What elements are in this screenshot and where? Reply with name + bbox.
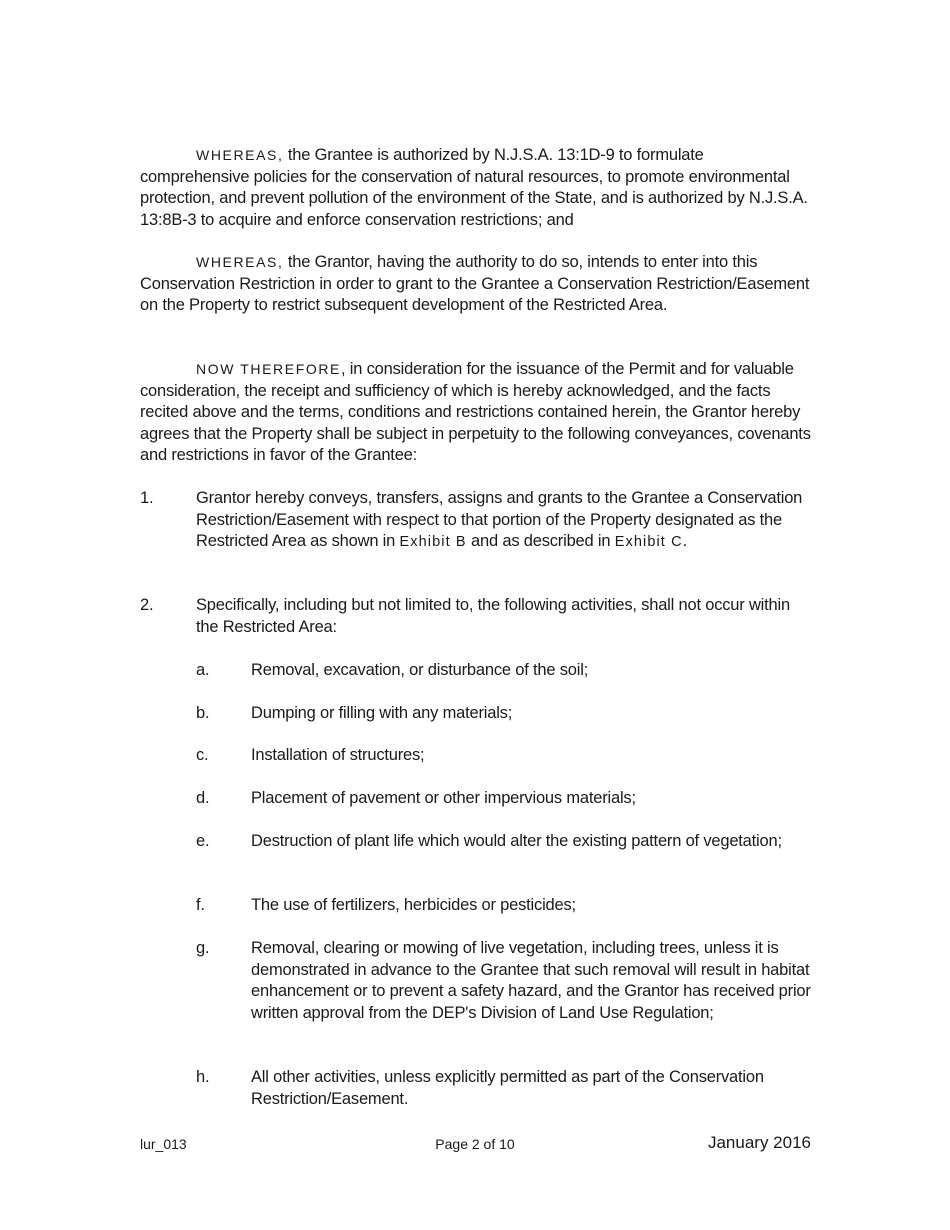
numbered-item-1 — [140, 488, 815, 554]
footer-form-id: lur_013 — [140, 1136, 187, 1152]
list-item — [196, 938, 811, 1024]
item-number: 1. — [140, 489, 154, 507]
paragraph-text: the Grantor, having the authority to do so, intends to enter into this Conservation Restriction in order to grant to the Grantee a Conservation Restriction/Easement on the Property to restrict subsequent development of the Restricted Area. — [140, 253, 810, 314]
list-item — [196, 745, 811, 767]
footer-date: January 2016 — [707, 1133, 811, 1152]
list-item — [196, 1067, 811, 1110]
item-text: and as described in — [466, 532, 615, 550]
list-item — [196, 831, 811, 853]
whereas-paragraph-2 — [140, 252, 815, 317]
list-item-letter: f. — [196, 896, 205, 914]
list-item-letter: g. — [196, 939, 210, 957]
now-therefore-lead: NOW THEREFORE — [196, 361, 341, 377]
list-item-text: All other activities, unless explicitly permitted as part of the Conservation Restriction/Easement. — [251, 1068, 764, 1108]
list-item-text: Removal, clearing or mowing of live vegetation, including trees, unless it is demonstrated in advance to the Grantee that such removal will result in habitat enhancement or to prevent a safety hazard, and the Grantor has received prior written approval from the DEP's Division of Land Use Regulation; — [251, 939, 811, 1022]
list-item — [196, 788, 811, 810]
whereas-lead: WHEREAS, — [196, 147, 284, 163]
whereas-lead: WHEREAS, — [196, 254, 284, 270]
list-item — [196, 660, 811, 682]
list-item-text: Destruction of plant life which would alter the existing pattern of vegetation; — [251, 832, 782, 850]
exhibit-b-reference: Exhibit B — [399, 534, 467, 550]
list-item-letter: e. — [196, 832, 210, 850]
footer-page-number: Page 2 of 10 — [435, 1136, 515, 1152]
item-number: 2. — [140, 596, 154, 614]
list-item-letter: d. — [196, 789, 210, 807]
paragraph-text: the Grantee is authorized by N.J.S.A. 13:1D-9 to formulate comprehensive policies for the conservation of natural resources, to promote environmental protection, and prevent pollution of the environment of the State, and is authorized by N.J.S.A. 13:8B-3 to acquire and enforce conservation restrictions; and — [140, 146, 808, 229]
exhibit-c-reference: Exhibit C — [614, 534, 683, 550]
list-item-letter: c. — [196, 746, 209, 764]
list-item-text: Installation of structures; — [251, 746, 425, 764]
list-item-letter: b. — [196, 704, 210, 722]
item-text: Grantor hereby conveys, transfers, assigns and grants to the Grantee a Conservation Restriction/Easement with respect to that portion of the Property designated as the Restricted Area as shown in — [196, 489, 803, 550]
list-item-text: Removal, excavation, or disturbance of the soil; — [251, 661, 589, 679]
paragraph-text: , in consideration for the issuance of the Permit and for valuable consideration, the receipt and sufficiency of which is hereby acknowledged, and the facts recited above and the terms, conditions and restrictions contained herein, the Grantor hereby agrees that the Property shall be subject in perpetuity to the following conveyances, covenants and restrictions in favor of the Grantee: — [140, 360, 811, 464]
list-item — [196, 895, 811, 917]
list-item-text: Dumping or filling with any materials; — [251, 704, 513, 722]
list-item-letter: h. — [196, 1068, 210, 1086]
now-therefore-paragraph — [140, 359, 815, 467]
item-text: Specifically, including but not limited to, the following activities, shall not occur within the Restricted Area: — [196, 596, 790, 636]
whereas-paragraph-1 — [140, 145, 815, 231]
item-body — [196, 488, 815, 554]
item-text: . — [682, 532, 688, 550]
list-item-letter: a. — [196, 661, 210, 679]
list-item — [196, 703, 811, 725]
list-item-text: Placement of pavement or other impervious materials; — [251, 789, 636, 807]
list-item-text: The use of fertilizers, herbicides or pesticides; — [251, 896, 576, 914]
numbered-item-2 — [140, 595, 815, 638]
